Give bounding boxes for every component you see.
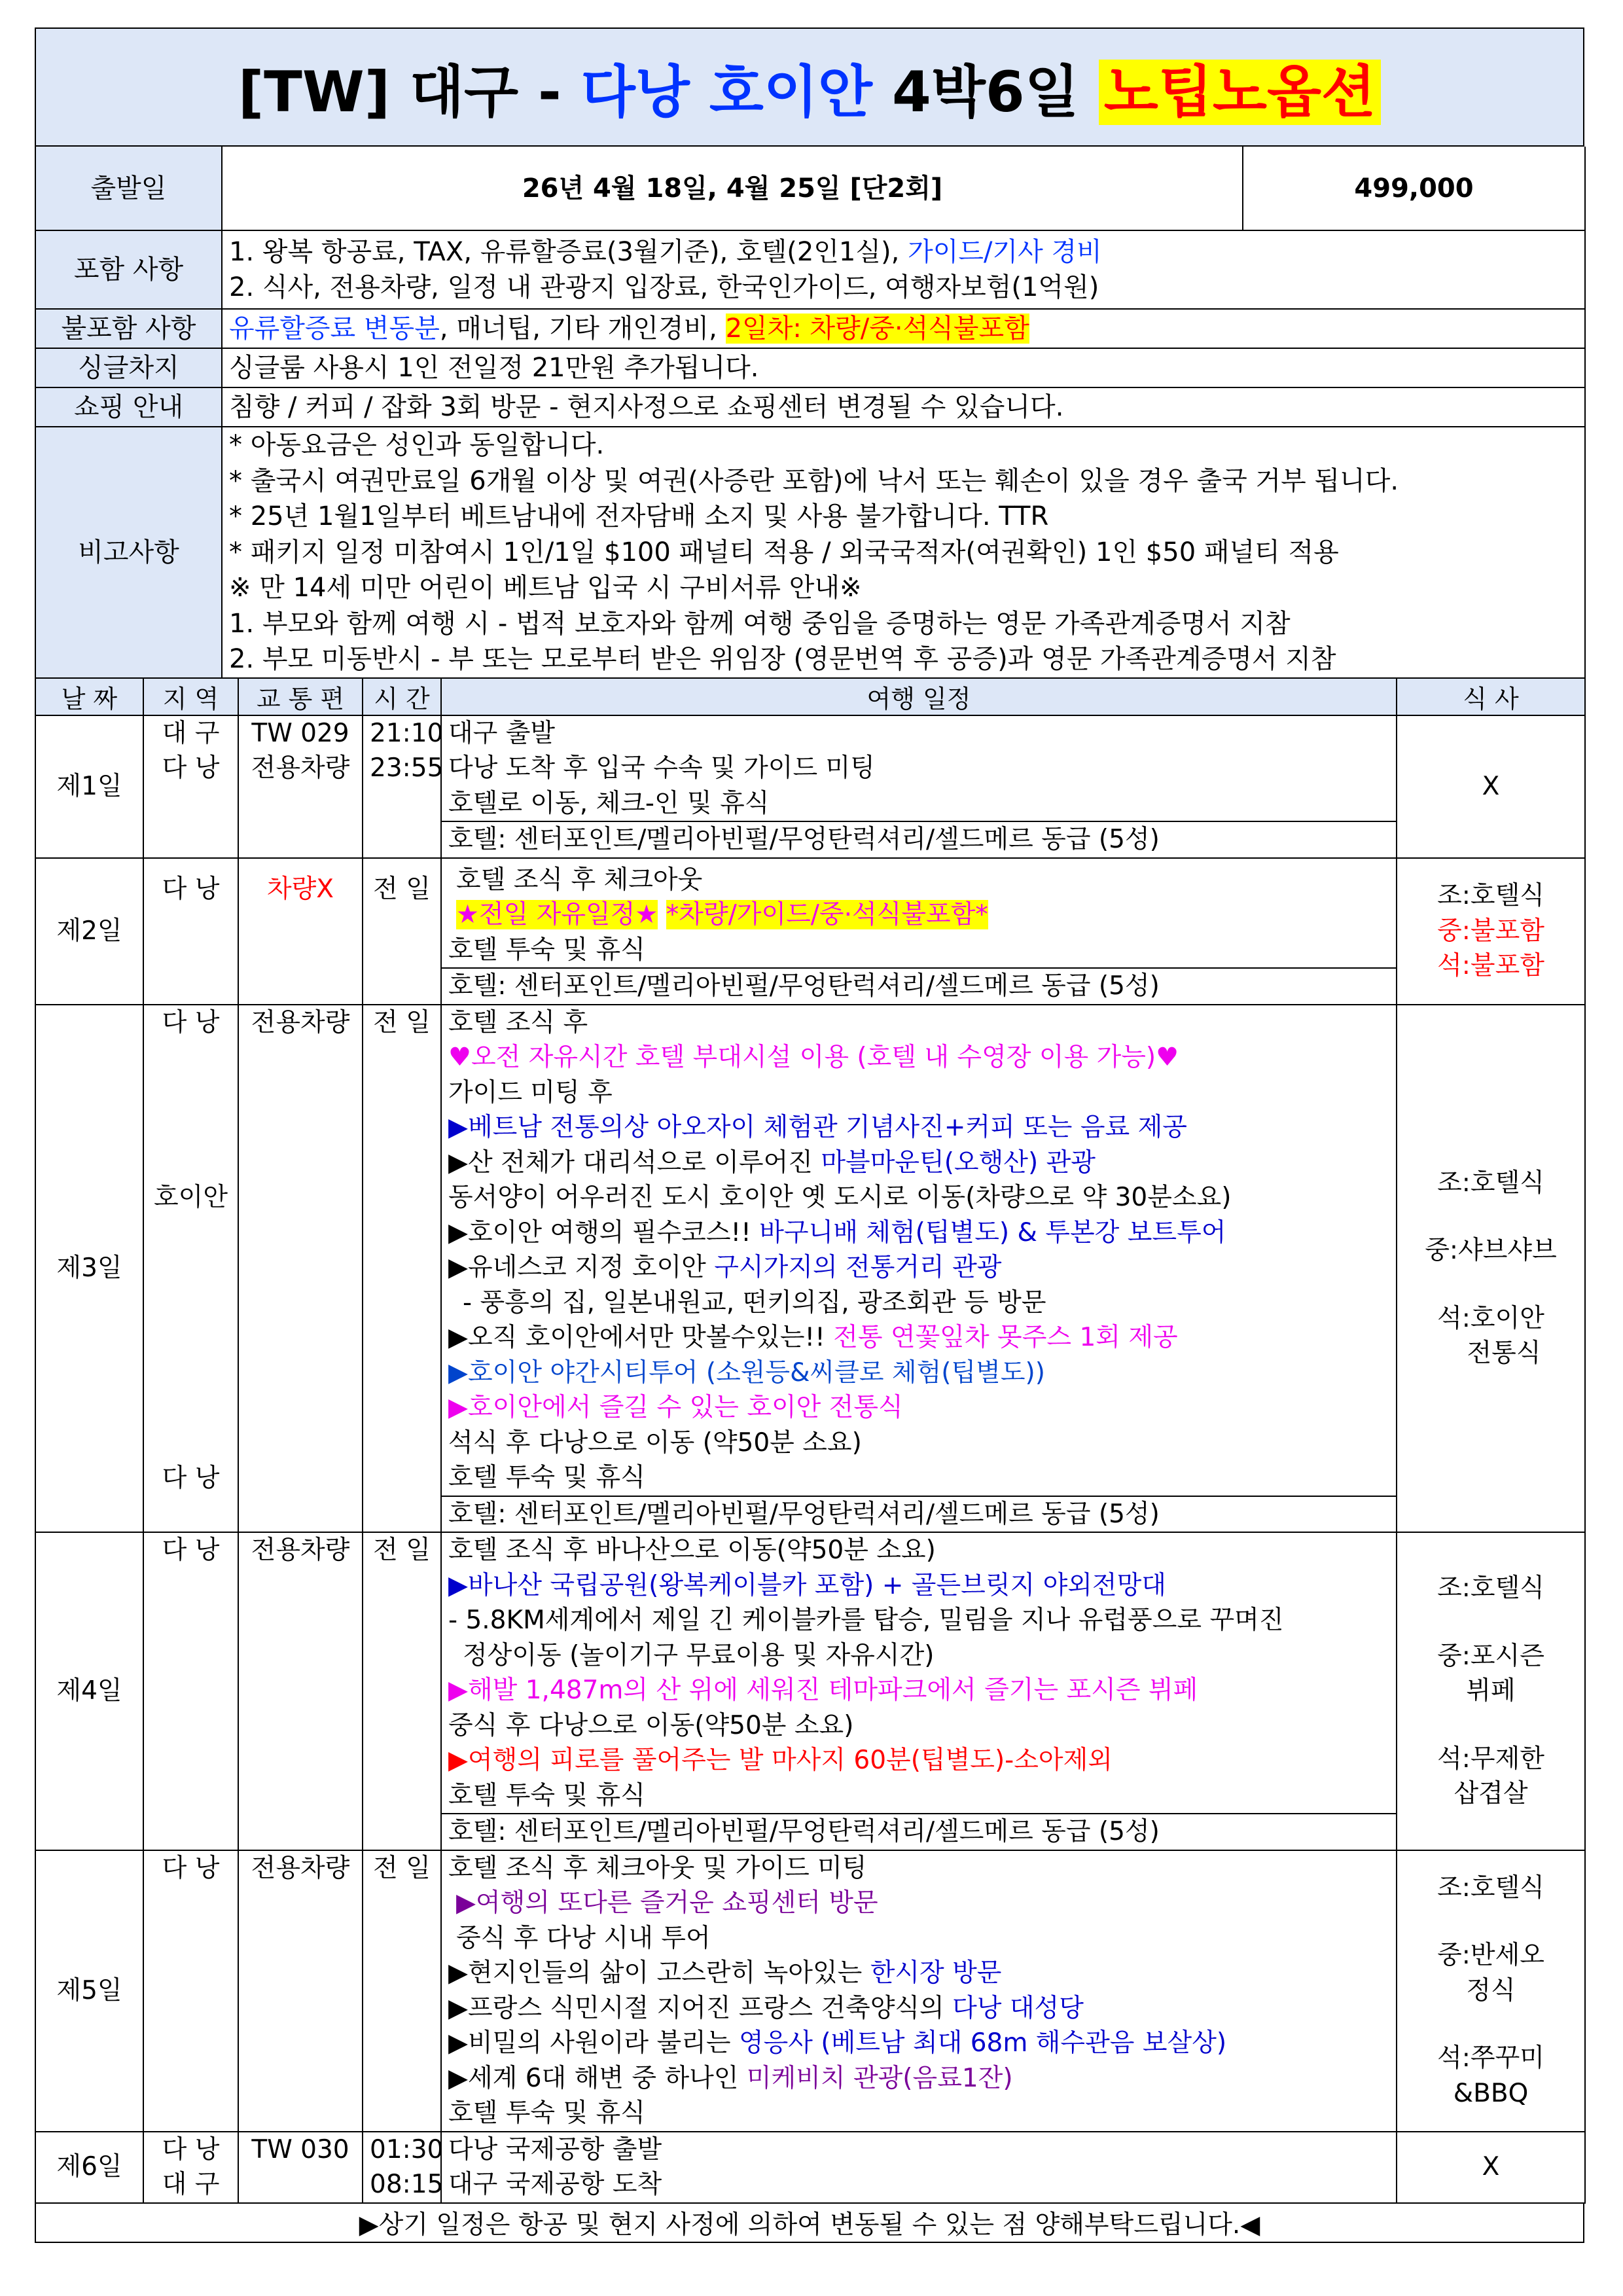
hotel-info: 호텔: 센터포인트/멜리아빈펄/무엉탄럭셔리/셀드메르 동급 (5성) <box>442 967 1396 1004</box>
day-label: 제5일 <box>35 1850 143 2132</box>
transport: 차량X <box>238 858 363 1005</box>
time: 01:30 08:15 <box>363 2132 441 2203</box>
footer-notice: ▶상기 일정은 항공 및 현지 사정에 의하여 변동될 수 있는 점 양해부탁드립니다.◀ <box>35 2204 1584 2242</box>
schedule-table <box>35 679 1586 2204</box>
col-date: 날 짜 <box>35 679 143 715</box>
time: 전 일 <box>363 1850 441 2132</box>
time: 전 일 <box>363 1532 441 1850</box>
price: 499,000 <box>1243 147 1585 230</box>
col-itinerary: 여행 일정 <box>441 679 1397 715</box>
day-5-row <box>35 1850 1585 2132</box>
col-region: 지 역 <box>143 679 238 715</box>
region: 다 낭 대 구 <box>143 2132 238 2203</box>
meals: 조:호텔식 중:샤브샤브 석:호이안 전통식 <box>1397 1005 1585 1533</box>
departure-label: 출발일 <box>35 147 222 230</box>
day-1-row <box>35 715 1585 858</box>
day-label: 제6일 <box>35 2132 143 2203</box>
departure-dates: 26년 4월 18일, 4월 25일 [단2회] <box>222 147 1243 230</box>
meals: X <box>1397 715 1585 858</box>
time: 21:10 23:55 <box>363 715 441 858</box>
day-label: 제3일 <box>35 1005 143 1533</box>
excluded-label: 불포함 사항 <box>35 309 222 348</box>
transport: 전용차량 <box>238 1005 363 1533</box>
region: 다 낭 <box>143 858 238 1005</box>
transport: TW 030 <box>238 2132 363 2203</box>
day-4-row <box>35 1532 1585 1850</box>
info-table <box>35 147 1586 679</box>
itinerary: 호텔 조식 후 체크아웃 및 가이드 미팅 ▶여행의 또다른 즐거운 쇼핑센터 방문 중식 후 다낭 시내 투어 ▶현지인들의 삶이 고스란히 녹아있는 한시장 방문 ▶프랑스 식민시절 지어진 프랑스 건축양식의 다낭 대성당 ▶비밀의 사원이라 불리는 영응사 (베트남 최대 68m 해수관음 보살상) ▶세계 6대 해변 중 하나인 미케비치 관광(음료1잔) 호텔 투숙 및 휴식 <box>441 1850 1397 2132</box>
region: 대 구 다 낭 <box>143 715 238 858</box>
day-label: 제2일 <box>35 858 143 1005</box>
title-table <box>35 27 1584 147</box>
included-items: 1. 왕복 항공료, TAX, 유류할증료(3월기준), 호텔(2인1실), 가이드/기사 경비 2. 식사, 전용차량, 일정 내 관광지 입장료, 한국인가이드, 여행자보험(1억원) <box>222 230 1585 309</box>
day-3-row <box>35 1005 1585 1533</box>
region: 다 낭 호이안 다 낭 <box>143 1005 238 1533</box>
itinerary: 호텔 조식 후 ♥오전 자유시간 호텔 부대시설 이용 (호텔 내 수영장 이용 가능)♥ 가이드 미팅 후 ▶베트남 전통의상 아오자이 체험관 기념사진+커피 또는 음료 제공 ▶산 전체가 대리석으로 이루어진 마블마운틴(오행산) 관광 동서양이 어우러진 도시 호이안 옛 도시로 이동(차량으로 약 30분소요) ▶호이안 여행의 필수코스!! 바구니배 체험(팁별도) & 투본강 보트투어 ▶유네스코 지정 호이안 구시가지의 전통거리 관광 - 풍흥의 집, 일본내원교, 떤키의집, 광조회관 등 방문 ▶오직 호이안에서만 맛볼수있는!! 전통 연꽃잎차 못주스 1회 제공 ▶호이안 야간시티투어 (소원등&씨클로 체험(팁별도)) ▶호이안에서 즐길 수 있는 호이안 전통식 석식 후 다낭으로 이동 (약50분 소요) 호텔 투숙 및 휴식 호텔: 센터포인트/멜리아빈펄/무엉탄럭셔리/셀드메르 동급 (5성) <box>441 1005 1397 1533</box>
remarks-label: 비고사항 <box>35 427 222 678</box>
shopping-text: 침향 / 커피 / 잡화 3회 방문 - 현지사정으로 쇼핑센터 변경될 수 있습니다. <box>222 387 1585 427</box>
day-label: 제1일 <box>35 715 143 858</box>
itinerary-document <box>35 27 1584 2243</box>
time: 전 일 <box>363 858 441 1005</box>
meals: 조:호텔식 중:반세오 정식 석:쭈꾸미 &BBQ <box>1397 1850 1585 2132</box>
meals: 조:호텔식 중:포시즌 뷔페 석:무제한 삽겹살 <box>1397 1532 1585 1850</box>
hotel-info: 호텔: 센터포인트/멜리아빈펄/무엉탄럭셔리/셀드메르 동급 (5성) <box>442 1813 1396 1850</box>
included-label: 포함 사항 <box>35 230 222 309</box>
day-6-row <box>35 2132 1585 2203</box>
excluded-items: 유류할증료 변동분, 매너팁, 기타 개인경비, 2일차: 차량/중·석식불포함 <box>222 309 1585 348</box>
transport: 전용차량 <box>238 1532 363 1850</box>
transport: 전용차량 <box>238 1850 363 2132</box>
meals: X <box>1397 2132 1585 2203</box>
time: 전 일 <box>363 1005 441 1533</box>
itinerary: 대구 출발 다낭 도착 후 입국 수속 및 가이드 미팅 호텔로 이동, 체크-인 및 휴식 호텔: 센터포인트/멜리아빈펄/무엉탄럭셔리/셀드메르 동급 (5성) <box>441 715 1397 858</box>
itinerary: 호텔 조식 후 바나산으로 이동(약50분 소요) ▶바나산 국립공원(왕복케이블카 포함) + 골든브릿지 야외전망대 - 5.8KM세계에서 제일 긴 케이블카를 탑승, 밀림을 지나 유럽풍으로 꾸며진 정상이동 (놀이기구 무료이용 및 자유시간) ▶해발 1,487m의 산 위에 세워진 테마파크에서 즐기는 포시즌 뷔페 중식 후 다낭으로 이동(약50분 소요) ▶여행의 피로를 풀어주는 발 마사지 60분(팁별도)-소아제외 호텔 투숙 및 휴식 호텔: 센터포인트/멜리아빈펄/무엉탄럭셔리/셀드메르 동급 (5성) <box>441 1532 1397 1850</box>
itinerary: 다낭 국제공항 출발 대구 국제공항 도착 <box>441 2132 1397 2203</box>
transport: TW 029 전용차량 <box>238 715 363 858</box>
col-meals: 식 사 <box>1397 679 1585 715</box>
region: 다 낭 <box>143 1850 238 2132</box>
no-tip-no-option-badge: 노팁노옵션 <box>1099 60 1381 125</box>
col-time: 시 간 <box>363 679 441 715</box>
remarks-list: * 아동요금은 성인과 동일합니다. * 출국시 여권만료일 6개월 이상 및 여권(사증란 포함)에 낙서 또는 훼손이 있을 경우 출국 거부 됩니다. * 25년 1월1일부터 베트남내에 전자담배 소지 및 사용 불가합니다. TTR * 패키지 일정 미참여시 1인/1일 $100 패널티 적용 / 외국국적자(여권확인) 1인 $50 패널티 적용 ※ 만 14세 미만 어린이 베트남 입국 시 구비서류 안내※ 1. 부모와 함께 여행 시 - 법적 보호자와 함께 여행 중임을 증명하는 영문 가족관계증명서 지참 2. 부모 미동반시 - 부 또는 모로부터 받은 위임장 (영문번역 후 공증)과 영문 가족관계증명서 지참 <box>222 427 1585 678</box>
hotel-info: 호텔: 센터포인트/멜리아빈펄/무엉탄럭셔리/셀드메르 동급 (5성) <box>442 1496 1396 1532</box>
single-charge-label: 싱글차지 <box>35 348 222 387</box>
itinerary: 호텔 조식 후 체크아웃 ★전일 자유일정★ *차량/가이드/중·석식불포함* 호텔 투숙 및 휴식 호텔: 센터포인트/멜리아빈펄/무엉탄럭셔리/셀드메르 동급 (5성) <box>441 858 1397 1005</box>
region: 다 낭 <box>143 1532 238 1850</box>
col-transport: 교 통 편 <box>238 679 363 715</box>
day-2-row <box>35 858 1585 1005</box>
page-title: [TW] 대구 - 다낭 호이안 4박6일 노팁노옵션 <box>35 28 1584 146</box>
hotel-info: 호텔: 센터포인트/멜리아빈펄/무엉탄럭셔리/셀드메르 동급 (5성) <box>442 821 1396 857</box>
day-label: 제4일 <box>35 1532 143 1850</box>
footer-table <box>35 2204 1584 2243</box>
meals: 조:호텔식 중:불포함 석:불포함 <box>1397 858 1585 1005</box>
shopping-label: 쇼핑 안내 <box>35 387 222 427</box>
single-charge-text: 싱글룸 사용시 1인 전일정 21만원 추가됩니다. <box>222 348 1585 387</box>
